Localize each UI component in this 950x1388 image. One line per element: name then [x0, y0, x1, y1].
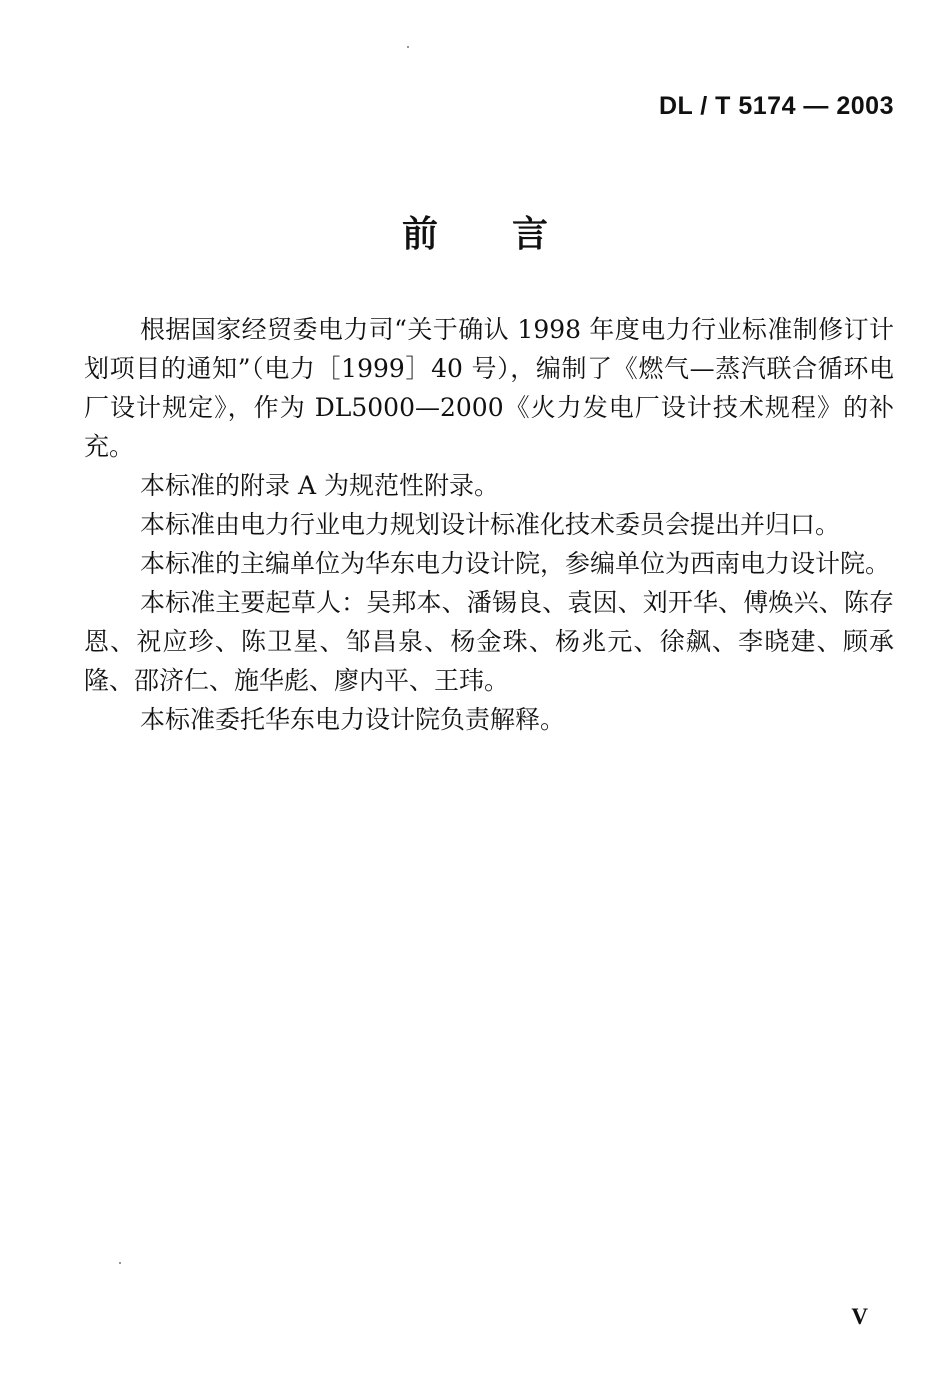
scan-speck — [119, 1262, 121, 1264]
paragraph-appendix: 本标准的附录 A 为规范性附录。 — [140, 471, 499, 500]
page-number: V — [851, 1304, 868, 1329]
paragraph-interpretation: 本标准委托华东电力设计院负责解释。 — [140, 705, 566, 734]
standard-number-header: DL / T 5174 — 2003 — [658, 92, 894, 120]
paragraph-background: 根据国家经贸委电力司“关于确认 1998 年度电力行业标准制修订计划项目的通知”（电力［1999］40 号），编制了《燃气—蒸汽联合循环电厂设计规定》，作为 DL5000—2000《火力发电厂设计技术规程》的补充。 — [84, 315, 894, 461]
foreword-body — [84, 310, 894, 739]
paragraph-drafters: 本标准主要起草人：吴邦本、潘锡良、袁因、刘开华、傅焕兴、陈存恩、祝应珍、陈卫星、邹昌泉、杨金珠、杨兆元、徐飙、李晓建、顾承隆、邵济仁、施华彪、廖内平、王玮。 — [84, 588, 894, 695]
page-title: 前言 — [401, 214, 622, 255]
paragraph-proposer: 本标准由电力行业电力规划设计标准化技术委员会提出并归口。 — [140, 510, 841, 539]
scan-speck — [407, 46, 409, 48]
paragraph-editors: 本标准的主编单位为华东电力设计院，参编单位为西南电力设计院。 — [140, 549, 891, 578]
